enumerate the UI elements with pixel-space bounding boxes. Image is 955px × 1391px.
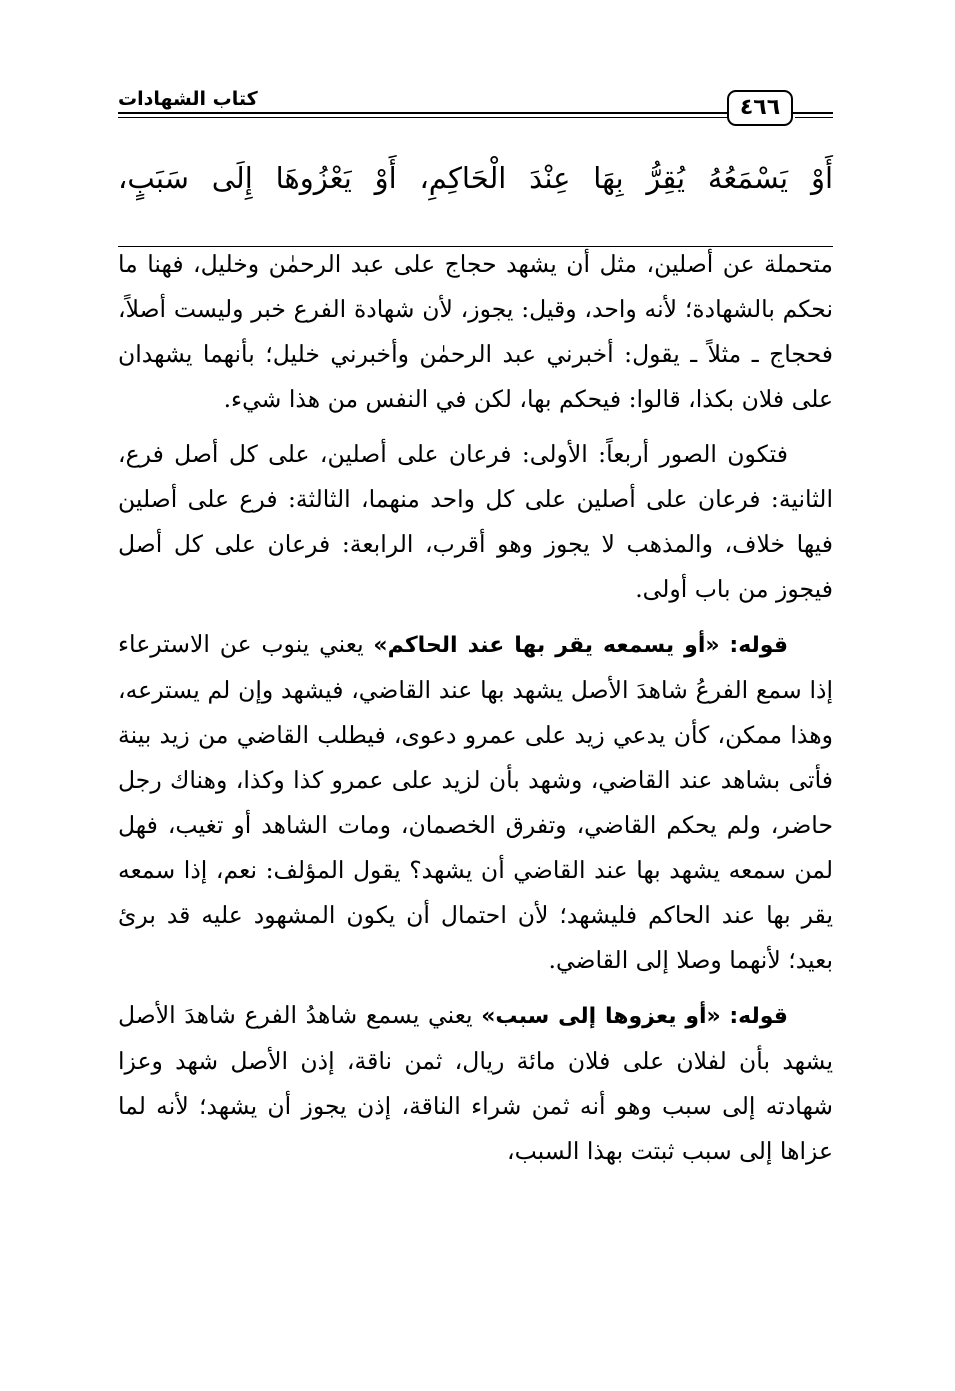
paragraph-2: فتكون الصور أربعاً: الأولى: فرعان على أصلين، على كل أصل فرع، الثانية: فرعان على أصلين على كل واحد منهما، الثالثة: فرع على أصلين فيها خلاف، والمذهب لا يجوز وهو أقرب، الرابعة: فرعان على كل أصل فيجوز من باب أولى. — [118, 440, 833, 603]
paragraph-1: متحملة عن أصلين، مثل أن يشهد حجاج على عبد الرحمٰن وخليل، فهنا ما نحكم بالشهادة؛ لأنه واحد، وقيل: يجوز، لأن شهادة الفرع خبر وليست أصلاً، فحجاج ـ مثلاً ـ يقول: أخبرني عبد الرحمٰن وأخبرني خليل؛ بأنهما يشهدان على فلان بكذا، قالوا: فيحكم بها، لكن في النفس من هذا شيء. — [118, 250, 833, 413]
header-rule-thin-right — [795, 117, 833, 118]
header-rule — [118, 112, 833, 114]
commentary-body — [118, 242, 833, 1184]
qawluhu-label: قوله: — [729, 1004, 788, 1029]
paragraph-3-text: يعني ينوب عن الاسترعاء إذا سمع الفرعُ شاهدَ الأصل يشهد بها عند القاضي، فيشهد وإن لم يسترعه، وهذا ممكن، كأن يدعي زيد على عمرو دعوى، فيطلب القاضي من زيد بينة فأتى بشاهد عند القاضي، وشهد بأن لزيد على عمرو كذا وكذا، وهناك رجل حاضر، ولم يحكم القاضي، وتفرق الخصمان، ومات الشاهد أو تغيب، فهل لمن سمعه يشهد بها عند القاضي أن يشهد؟ يقول المؤلف: نعم، إذا سمعه يقر بها عند الحاكم فليشهد؛ لأن احتمال أن يكون المشهود عليه قد برئ بعيد؛ لأنهما وصلا إلى القاضي. — [118, 630, 833, 974]
header-rule-thin-left — [118, 117, 728, 118]
matn-quote: «أو يسمعه يقر بها عند الحاكم» — [373, 633, 720, 658]
page-number: ٤٦٦ — [727, 90, 793, 126]
paragraph-3 — [118, 622, 833, 983]
book-title: كتاب الشهادات — [118, 88, 262, 110]
paragraph-4 — [118, 993, 833, 1174]
running-header — [118, 88, 833, 128]
matn-text: أَوْ يَسْمَعُهُ يُقِرُّ بِهَا عِنْدَ الْحَاكِمِ، أَوْ يَعْزُوهَا إِلَى سَبَبٍ، — [118, 161, 833, 195]
qawluhu-label: قوله: — [729, 633, 788, 658]
matn-quote: «أو يعزوها إلى سبب» — [481, 1004, 721, 1029]
paragraph-4-text: يعني يسمع شاهدُ الفرع شاهدَ الأصل يشهد بأن لفلان على فلان مائة ريال، ثمن ناقة، إذن الأصل شهد وعزا شهادته إلى سبب وهو أنه ثمن شراء الناقة، إذن يجوز أن يشهد؛ لأنه لما عزاها إلى سبب ثبتت بهذا السبب، — [118, 1001, 833, 1165]
